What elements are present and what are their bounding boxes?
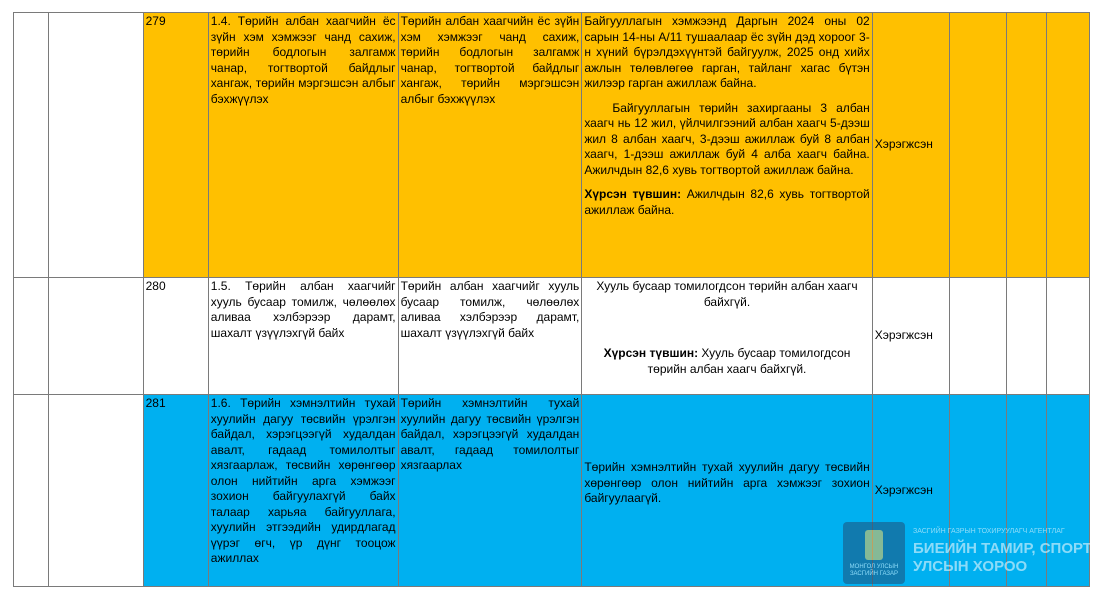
empty-cell: [49, 13, 143, 278]
task-cell: 1.4. Төрийн албан хаагчийн ёс зүйн хэм хэмжээг чанд сахиж, төрийн бодлогын залгамж чанар, тогтвортой байдлыг хангаж, төрийн мэргэшсэн албыг бэхжүүлэх: [208, 13, 398, 278]
result-label: Хүрсэн түвшин:: [584, 187, 682, 201]
empty-cell: [14, 278, 49, 395]
empty-cell: [1046, 278, 1089, 395]
empty-cell: [14, 395, 49, 587]
task-cell: 1.5. Төрийн албан хаагчийг хууль бусаар томилж, чөлөөлөх аливаа хэлбэрээр дарамт, шахалт үзүүлэхгүй байх: [208, 278, 398, 395]
emblem-caption: МОНГОЛ УЛСЫН ЗАСГИЙН ГАЗАР: [849, 564, 899, 577]
measure-cell: Төрийн албан хаагчийн ёс зүйн хэм хэмжээг чанд сахиж, төрийн бодлогын залгамж чанар, тогтвортой байдлыг хангаж, төрийн мэргэшсэн албыг бэхжүүлэх: [398, 13, 582, 278]
row-number: 279: [143, 13, 208, 278]
table-row: [14, 278, 1090, 395]
progress-cell: [582, 395, 872, 587]
result-paragraph: [584, 346, 869, 377]
agency-name: [913, 540, 1118, 576]
measure-cell: Төрийн албан хаагчийг хууль бусаар томилж, чөлөөлөх аливаа хэлбэрээр дарамт, шахалт үзүүлэхгүй байх: [398, 278, 582, 395]
empty-cell: [49, 395, 143, 587]
result-text: Ажилчдын 82,6 хувь тогтвортой ажиллаж байна.: [584, 187, 870, 217]
table-row: [14, 13, 1090, 278]
result-paragraph: [584, 187, 869, 218]
task-cell: 1.6. Төрийн хэмнэлтийн тухай хуулийн дагуу төсвийн үрэлгэн байдал, хэрэгцээгүй худалдан авалт, гадаад томилолтыг хязгаарлаж, төсвийн хөрөнгөөр олон нийтийн арга хэмжээг зохион байгуулахгүй байх талаар харьяа байгууллага, хуулийн этгээдийн удирдлагад үүрэг өгч, үр дүнг тооцож ажиллах: [208, 395, 398, 587]
empty-cell: [1007, 13, 1046, 278]
progress-paragraph: Төрийн хэмнэлтийн тухай хуулийн дагуу төсвийн хөрөнгөөр олон нийтийн арга хэмжээг зохион байгуулаагүй.: [584, 460, 870, 505]
agency-name-line: УЛСЫН ХОРОО: [913, 558, 1028, 575]
status-cell: Хэрэгжсэн: [872, 13, 950, 278]
row-number: 280: [143, 278, 208, 395]
empty-cell: [1007, 278, 1046, 395]
agency-subtitle: ЗАСГИЙН ГАЗРЫН ТОХИРУУЛАГЧ АГЕНТЛАГ: [913, 528, 1065, 535]
row-number: 281: [143, 395, 208, 587]
soyombo-icon: [865, 530, 883, 560]
agency-name-line: БИЕИЙН ТАМИР, СПОРТЫН: [913, 540, 1118, 557]
empty-cell: [1046, 13, 1089, 278]
progress-paragraph: Байгууллагын хэмжээнд Даргын 2024 оны 02 сарын 14-ны А/11 тушаалаар ёс зүйн дэд хороог 3-н хүний бүрэлдэхүүнтэй байгуулж, 2025 онд хийх ажлын төлөвлөгөө гарган, тайланг хагас бүтэн жилээр гарган ажиллаж байна.: [584, 14, 870, 90]
empty-cell: [950, 13, 1007, 278]
report-table: [13, 12, 1090, 587]
empty-cell: [950, 278, 1007, 395]
agency-watermark: [843, 522, 1118, 586]
government-emblem-icon: [843, 522, 905, 584]
status-cell: Хэрэгжсэн: [872, 278, 950, 395]
progress-paragraph: Байгууллагын төрийн захиргааны 3 албан хаагч нь 12 жил, үйлчилгээний албан хаагч 5-дээш жил 8 албан хаагч, 3-дээш ажиллаж буй 8 албан хаагч, 1-дээш ажиллаж буй 4 алба хаагч байна. Ажилчдын 82,6 хувь тогтвортой ажиллаж байна.: [584, 100, 870, 177]
measure-cell: Төрийн хэмнэлтийн тухай хуулийн дагуу төсвийн үрэлгэн байдал, хэрэгцээгүй худалдан авалт, гадаад томилолтыг хязгаарлах: [398, 395, 582, 587]
status-cell: Хэрэгжсэн: [872, 395, 950, 587]
progress-cell: [582, 13, 872, 278]
progress-paragraph: Хууль бусаар томилогдсон төрийн албан хаагч байхгүй.: [596, 279, 858, 309]
result-label: Хүрсэн түвшин:: [603, 346, 699, 360]
empty-cell: [14, 13, 49, 278]
result-text: Хууль бусаар томилогдсон төрийн албан хаагч байхгүй.: [647, 346, 851, 376]
progress-cell: [582, 278, 872, 395]
empty-cell: [49, 278, 143, 395]
